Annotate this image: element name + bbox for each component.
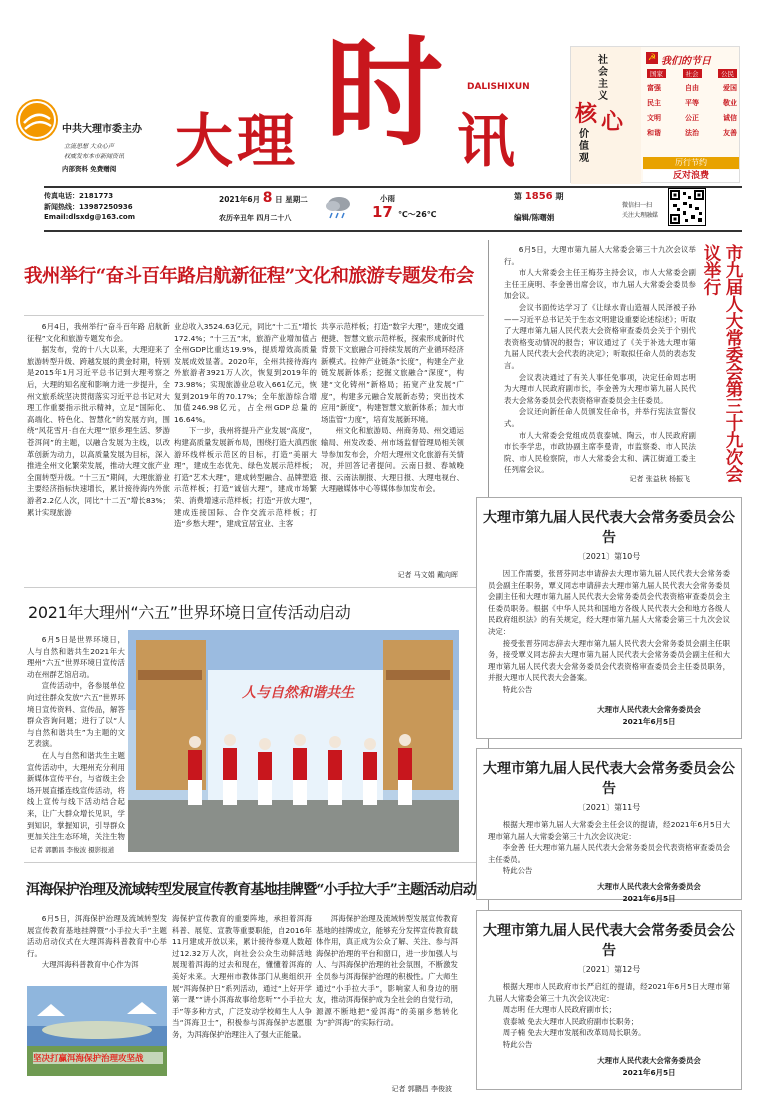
notice-para: 接受张晋芬同志辞去大理市第九届人民代表大会常务委员会副主任职务，接受覃义同志辞去大理市第九届人民代表大会常务委员会副主任和大理市第九届人民代表大会常务委员会代表资格审查委员会主任委员职务，并报大理市人民代表大会备案。 <box>488 638 730 683</box>
article1-col2 <box>174 321 317 581</box>
article1-byline: 记者 马文娟 戴向晖 <box>397 571 458 579</box>
article1-headline: 我州举行“奋斗百年路启航新征程”文化和旅游专题发布会 <box>24 266 474 287</box>
meeting-p4: 会议表决通过了有关人事任免事项，决定任命周志明为大理市人民政府副市长，李金善为大理市第九届人民代表大会常务委员会代表资格审查委员会主任委员。 <box>504 372 696 405</box>
article2-photo-banner: 人与自然和谐共生 <box>242 685 354 701</box>
values-view: 观 <box>579 153 589 164</box>
weather: 小雨 <box>380 194 395 203</box>
meeting-p2: 市人大常委会主任王梅芬主持会议，市人大常委会副主任王庚明、李金善出席会议，市九届人大常委会委员参加会议。 <box>504 268 696 301</box>
notice-10 <box>476 497 742 739</box>
article2-p1: 6月5日是世界环境日，人与自然和谐共生2021年大理州“六五”世界环境日宣传活动在州群艺馆启动。 <box>27 635 125 679</box>
hotline: 新闻热线：13987250936 <box>44 203 133 211</box>
title-big: 时 <box>325 23 444 162</box>
masthead-title <box>175 23 565 178</box>
qr-code-icon[interactable] <box>668 188 706 226</box>
notice-para: 周子楠 免去大理市发展和改革局局长职务。 <box>502 1028 646 1038</box>
grid-header: 社会 <box>683 69 702 78</box>
notice-para: 根据大理市第九届人大常委会主任会议的提请，经2021年6月5日大理市第九届人大常委会第三十九次会议决定： <box>488 820 730 841</box>
notice-number: 〔2021〕第12号 <box>577 965 641 974</box>
issue-no: 1856 <box>524 191 553 202</box>
notice-para: 特此公告 <box>502 866 533 876</box>
meeting-p1: 6月5日，大理市第九届人大常委会第三十九次会议举行。 <box>504 245 696 266</box>
grid-cell: 自由 <box>685 84 699 92</box>
notice-12 <box>476 910 742 1090</box>
article2-p3: 在人与自然和谐共生主题宣传活动中，大理州充分利用新媒体宣传平台，与省级主会场开展直播连线宣传活动，将线上宣传与线下活动结合起来，让广大群众增长见识，学到知识，掌握知识，引导群众更加关注生态环境，关注生物 <box>27 750 125 842</box>
anti-waste-banner: 反对浪费 <box>643 170 739 182</box>
article1-c1-p2: 据发布，党的十八大以来，大理迎来了旅游转型升级、跨越发展的黄金时期，特别是2015年1月习近平总书记到大理考察之后，大理的知名度和影响力进一步提升，全州文旅系统坚决贯彻落实习近平总书记对大理工作重要指示批示精神，立足“国际化、高端化、特色化、智慧化”的发展方向，围绕“风花雪月·自在大理”“原乡理生活、梦游苍洱间”的主题，以融合发展为主线，以改革创新为动力，以高质量发展为目标，深入推进全州文化繁荣发展，推动大理文旅产业全面转型升级。“十三五”期间，大理旅游业主要经济指标快速增长，累计接待海内外旅游者2.2亿人次，同比“十二五”增长83%；累计实现旅游 <box>27 345 170 517</box>
grid-header: 国家 <box>647 69 666 78</box>
values-price: 价 <box>579 129 589 140</box>
values-watch: 值 <box>579 141 589 152</box>
sponsor-text: 中共大理市委主办 <box>62 124 142 135</box>
notice-para: 根据大理市人民政府市长严启红的提请，经2021年6月5日大理市第九届人大常委会第三十九次会议决定： <box>488 982 730 1003</box>
notice-para: 因工作需要，张晋芬同志申请辞去大理市第九届人民代表大会常务委员会副主任职务，覃义同志申请辞去大理市第九届人民代表大会常务委员会副主任和大理市第九届人民代表大会常务委员会代表资格审查委员会主任委员职务。根据《中华人民共和国地方各级人民代表大会和地方各级人民政府组织法》的有关规定，经大理市第九届人大常委会第三十九次会议决定： <box>488 569 730 636</box>
article1-c2-p1: 业总收入3524.63亿元，同比“十二五”增长172.4%；“十三五”末，旅游产业增加值占全州GDP比重达19.9%，提质增效高质量发展成效显著。2020年，全州共接待海内外旅游者3921万人次，恢复到2019年的73.98%；实现旅游业总收入661亿元，恢复到2019年的70.17%；全年旅游综合增加值246.98亿元，占全州GDP总量的16.64%。 <box>174 322 317 424</box>
temp-rest: ℃～26℃ <box>397 210 437 219</box>
article2-top-rule <box>24 587 484 588</box>
article3-col2 <box>172 913 312 1093</box>
meeting-text <box>504 244 696 474</box>
meeting-p5: 会议还向新任命人员颁发任命书，并举行宪法宣誓仪式。 <box>504 407 696 428</box>
info-bottom-rule <box>44 230 742 232</box>
article3-headline: 洱海保护治理及流域转型发展宣传教育基地挂牌暨“小手拉大手”主题活动启动 <box>26 882 477 898</box>
values-heart: 心 <box>601 110 624 135</box>
grid-cell: 平等 <box>685 99 699 107</box>
title-left: 大理 <box>175 107 300 175</box>
notice-para: 袁泰城 免去大理市人民政府副市长职务； <box>502 1016 639 1026</box>
notice-body <box>477 568 741 696</box>
article2-text <box>27 634 125 844</box>
article2-byline: 记者 郭鹏昌 李俊波 摄影报道 <box>30 846 115 854</box>
grid-cell: 民主 <box>647 99 661 107</box>
article2-headline: 2021年大理州“六五”世界环境日宣传活动启动 <box>28 603 351 622</box>
notice-sign-org: 大理市人民代表大会常务委员会 <box>597 704 701 714</box>
article1-col3 <box>321 321 464 569</box>
article3-c2-p1: 海保护宣传教育的重要阵地，承担着洱海科普、展览、宣教等重要职能，自2016年11月建成开放以来，累计接待参观人数超过12.32万人次，向社会公众生动鲜活地展现着洱海的过去和现在，懂懂着洱海的美好未来。大理州市教体部门从奥组织开展“洱海保护日”系列活动，通过“上好开学第一课”“讲小洱海故事给您听”“小手拉大手”等多种方式，广泛发动学校师生人人争当“洱海卫士”，积极参与洱海保护志愿服务，为洱海保护治理注入了强大正能量。 <box>172 914 312 1039</box>
meeting-byline: 记者 张益秋 杨振飞 <box>629 475 690 483</box>
masthead <box>0 0 768 186</box>
issue-number <box>514 191 563 202</box>
date-day: 8 <box>262 190 273 206</box>
party-slogan: 我们的节日 <box>661 56 711 67</box>
qr-text-1: 微信扫一扫 <box>622 202 653 209</box>
article1-c3-p2: 州文化和旅游局、州商务局、州交通运输局、州发改委、州市场监督管理局相关领导参加发布会，介绍大理州文化旅游有关情况，并回答记者提问。云南日报、春城晚报、云南法制报、大理日报、大理电视台、大理融媒体中心等媒体参加发布会。 <box>321 426 464 494</box>
date <box>219 190 308 206</box>
notice-sign-org: 大理市人民代表大会常务委员会 <box>597 881 701 891</box>
grid-cell: 和谐 <box>647 129 661 137</box>
notice-sign-date: 2021年6月5日 <box>622 1067 676 1077</box>
grid-header: 公民 <box>718 69 737 78</box>
article1-c3-p1: 共享示范样板；打造“数字大理”，建成交通便捷、智慧文旅示范样板，探索形成新时代背景下文旅融合可持续发展的产业循环经济新模式。拉伸产业链条“长度”，构建全产业链发展新体系；挖掘文旅融合“深度”，构建“文化铸州”新格局；拓宽产业发展“广度”，构建多元融合发展新态势；突出技术应用“新度”，构建智慧文旅新体系；加大市场监管“力度”，培育发展新环境。 <box>321 322 464 424</box>
article1-c2-p2: 下一步，我州将提升产业发展“高度”，构建高质量发展新布局，围绕打造大滇西旅游环线样板示范区的目标，打造“美丽大理”，建成生态优先、绿色发展示范样板；打造“艺术大理”，建成转型融合、品牌塑造示范样板；打造“诚信大理”，建成市场繁荣、消费增速示范样板；打造“开放大理”，建成连接国际、合作交流示范样板；打造“乡愁大理”，建成宜居宜业、主客 <box>174 426 317 529</box>
grid-cell: 法治 <box>685 129 699 137</box>
article3-byline: 记者 郭鹏昌 李俊波 <box>391 1085 452 1093</box>
frugal-banner: 厉行节约 <box>643 157 739 169</box>
values-core: 核 <box>575 102 598 127</box>
notice-sign-date: 2021年6月5日 <box>622 716 676 726</box>
notice-sign-org: 大理市人民代表大会常务委员会 <box>597 1055 701 1065</box>
rain-cloud-icon <box>324 194 352 220</box>
values-char-1: 社 <box>598 55 608 66</box>
slogan-line-2: 权威发布本市新闻资讯 <box>64 153 125 160</box>
issue-prefix: 第 <box>514 192 522 201</box>
article3-photo-banner: 坚决打赢洱海保护治理攻坚战 <box>33 1052 163 1064</box>
party-emblem-icon: ☭ <box>647 53 657 63</box>
notice-title: 大理市第九届人民代表大会常务委员会公告 <box>483 923 735 959</box>
meeting-p6: 市人大常委会党组成员袁泰城、陶云，市人民政府副市长李学忠，市政协副主席李曼青，市监察委、市人民法院、市人民检察院，市人大常委会太和、满江街道工委主任列席会议。 <box>504 430 696 474</box>
notice-sign-date: 2021年6月5日 <box>622 893 676 903</box>
qr-text-2: 关注大理融媒 <box>622 212 659 219</box>
grid-cell: 爱国 <box>723 84 737 92</box>
date-suffix: 日 星期二 <box>275 195 308 204</box>
values-ad <box>570 46 740 183</box>
grid-cell: 富强 <box>647 84 661 92</box>
article3-top-rule <box>24 862 484 863</box>
values-char-2: 会 <box>598 67 608 78</box>
notice-para: 周志明 任大理市人民政府副市长； <box>502 1005 617 1015</box>
info-bar <box>44 188 742 228</box>
meeting-p3: 会议书面传达学习了《让绿水青山造福人民泽被子孙——习近平总书记关于生态文明建设重要论述综述》；听取了大理市第九届人民代表大会资格审查委员会关于个别代表资格变动情况的报告；审议通过了《关于补选大理市第九届人民代表大会代表的决定》；听取拟任命人员的表态发言。 <box>504 302 696 370</box>
notice-para: 特此公告 <box>502 684 533 694</box>
article3-c1-p1: 6月5日，洱海保护治理及流域转型发展宣传教育基地挂牌暨“小手拉大手”主题活动启动仪式在大理洱海科普教育中心举行。 <box>27 914 167 958</box>
article3-photo <box>27 986 167 1076</box>
article1-c1-p1: 6月4日，我州举行“奋斗百年路 启航新征程”文化和旅游专题发布会。 <box>27 322 170 343</box>
title-right: 讯 <box>457 107 516 175</box>
article1-col1 <box>27 321 170 581</box>
notice-para: 特此公告 <box>502 1039 533 1049</box>
email: Email:dlsxdg@163.com <box>44 213 136 221</box>
values-char-4: 义 <box>598 91 608 102</box>
notice-body <box>477 981 741 1051</box>
article2-photo <box>128 630 459 852</box>
title-pinyin: DALISHIXUN <box>467 82 530 92</box>
grid-cell: 敬业 <box>723 99 737 107</box>
values-grid <box>647 69 737 138</box>
editor: 编辑/陈曙娟 <box>514 213 555 222</box>
notice-number: 〔2021〕第10号 <box>577 552 641 561</box>
grid-cell: 公正 <box>685 114 699 122</box>
fax: 传真电话：2181773 <box>44 192 114 200</box>
article3-col1 <box>27 913 167 985</box>
meeting-vertical-headline: 市九届人大常委会第三十九次会议举行 <box>701 244 743 482</box>
article3-c1-p2: 大理洱海科普教育中心作为洱 <box>41 960 139 970</box>
values-left <box>571 47 641 184</box>
notice-number: 〔2021〕第11号 <box>577 803 641 812</box>
newspaper-logo-icon <box>16 99 58 141</box>
grid-cell: 文明 <box>647 114 661 122</box>
temperature <box>372 202 436 221</box>
lunar-date: 农历辛丑年 四月二十八 <box>219 214 292 222</box>
article2-p2: 宣传活动中，各参展单位向过往群众发放“六五”世界环境日宣传资料、宣传品，解答群众咨询问题；进行了以“人与自然和谐共生”为主题的文艺表演。 <box>27 681 125 749</box>
notice-title: 大理市第九届人民代表大会常务委员会公告 <box>483 510 735 546</box>
article3-col3 <box>316 913 458 1085</box>
grid-cell: 诚信 <box>723 114 737 122</box>
article1-rule <box>24 315 484 316</box>
notice-title: 大理市第九届人民代表大会常务委员会公告 <box>483 761 735 797</box>
grid-cell: 友善 <box>723 129 737 137</box>
restriction-text: 内部资料 免费赠阅 <box>62 165 117 173</box>
article3-c3-p1: 洱海保护治理及流域转型发展宣传教育基地的挂牌成立，能够充分发挥宣传教育载体作用，真正成为公众了解、关注、参与洱海保护治理的平台和窗口，进一步加强人与人、与洱海保护治理的社会氛围，不断激发全员参与洱海保护治理的积极性。广大师生通过“小手拉大手”，影响家人和身边的朋友，推动洱海保护成为全社会的自觉行动，源源不断地把“爱洱海”的美丽乡愁转化为“护洱海”的实际行动。 <box>316 914 458 1028</box>
date-prefix: 2021年6月 <box>219 195 261 204</box>
notice-para: 李金善 任大理市第九届人民代表大会常务委员会代表资格审查委员会主任委员。 <box>488 843 730 864</box>
notice-body <box>477 819 741 877</box>
notice-11 <box>476 748 742 903</box>
values-char-3: 主 <box>598 79 608 90</box>
slogan-line-1: 立流思想 大众心声 <box>64 143 114 150</box>
issue-suffix: 期 <box>555 192 564 201</box>
temp-main: 17 <box>372 203 393 221</box>
